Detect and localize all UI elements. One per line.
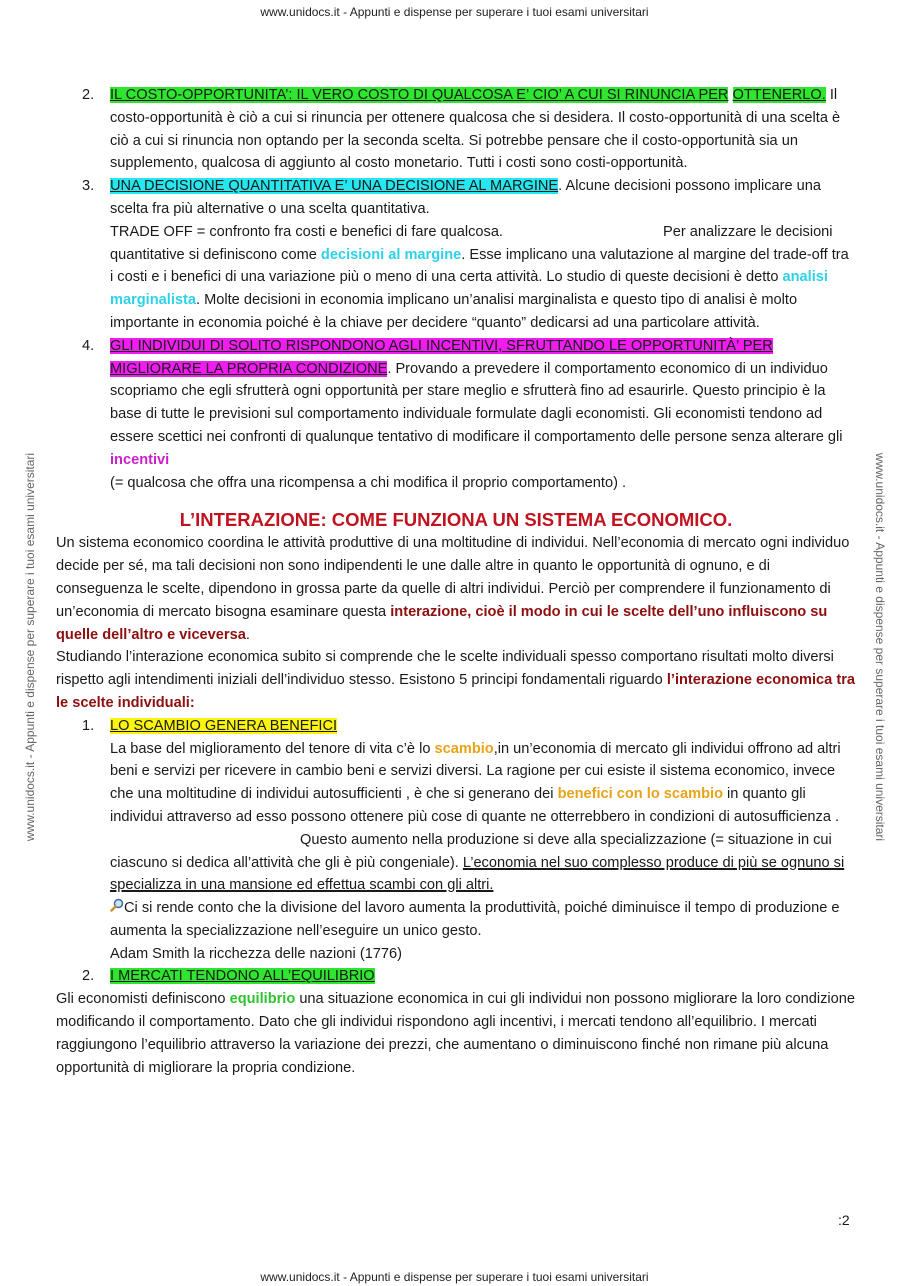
watermark-left: www.unidocs.it - Appunti e dispense per superare i tuoi esami universitari: [23, 452, 37, 842]
watermark-bottom: www.unidocs.it - Appunti e dispense per superare i tuoi esami universitari: [260, 1270, 649, 1284]
list-number: 2.: [82, 87, 95, 103]
term-decisioni-margine: decisioni al margine: [320, 246, 462, 263]
bold-interazione-economica: l’interazione economica tra le scelte individuali:: [56, 672, 855, 711]
page-content: [56, 84, 856, 1079]
paragraph-text: una situazione economica in cui gli individui non possono migliorare la loro condizione modificando il comportamento. Dato che gli individui rispondono agli incentivi, i mercati tendono all’equilibrio. I mercati raggiungono l’equilibrio attraverso la variazione dei prezzi, che aumentano o diminuiscono finché non rimane più alcuna opportunità di migliorare la propria condizione.: [56, 991, 856, 1076]
watermark-right: www.unidocs.it - Appunti e dispense per superare i tuoi esami universitari: [873, 452, 887, 842]
term-benefici-scambio: benefici con lo scambio: [557, 786, 723, 803]
section-paragraph-2: [56, 646, 856, 714]
body-text: (= qualcosa che offra una ricompensa a chi modifica il proprio comportamento) .: [110, 474, 627, 491]
body-text: La base del miglioramento del tenore di vita c’è lo: [110, 740, 435, 757]
heading-incentives: GLI INDIVIDUI DI SOLITO RISPONDONO AGLI INCENTIVI, SFRUTTANDO LE OPPORTUNITÀ’ PER MIGLIORARE LA PROPRIA CONDIZIONE: [110, 337, 773, 377]
body-text: Per analizzare le decisioni quantitative si definiscono come: [110, 223, 833, 263]
list-item-cost-opportunity: [56, 84, 856, 175]
heading-cost-opportunity: IL COSTO-OPPORTUNITA’: IL VERO COSTO DI QUALCOSA E’ CIO’ A CUI SI RINUNCIA PER: [110, 87, 729, 103]
paragraph-text: Un sistema economico coordina le attività produttive di una moltitudine di individui. Nell’economia di mercato ogni individuo decide per sé, ma tali decisioni non sono indipendenti le une dalle altre in quanto le opportunità di ognuno, e di conseguenza le scelte, dipendono in grossa parte da quelle di altri individui. Perciò per comprendere il funzionamento di un’economia di mercato bisogna esaminare questa: [56, 535, 850, 620]
section-title: L’INTERAZIONE: COME FUNZIONA UN SISTEMA ECONOMICO.: [179, 509, 733, 531]
list-item-exchange: [56, 715, 856, 966]
magnifier-icon: [110, 897, 124, 911]
body-text: . Molte decisioni in economia implicano un’analisi marginalista e questo tipo di analisi è molto importante in economia poiché è la chiave per decidere “quanto” dedicarsi ad una particolare attività.: [110, 292, 798, 331]
list-number: 1.: [82, 717, 95, 734]
closing-paragraph: [56, 988, 856, 1079]
paragraph-text: Studiando l’interazione economica subito si comprende che le scelte individuali spesso comportano risultati molto diversi rispetto agli intendimenti iniziali dell’individuo stesso. Esistono 5 principi fondamentali riguardo: [56, 649, 834, 689]
paragraph-text: .: [245, 626, 250, 643]
list-item-equilibrium: [56, 965, 856, 988]
body-text: TRADE OFF = confronto fra costi e benefici di fare qualcosa.: [110, 223, 503, 240]
list-number: 4.: [82, 337, 95, 354]
body-text: ,in un’economia di mercato gli individui offrono ad altri beni e servizi per ricevere in cambio beni e servizi diversi. La ragione per cui esiste il sistema economico, invece che una moltitudine di individui autosufficienti , è che si generano dei: [110, 740, 841, 803]
page-number: :2: [838, 1212, 850, 1228]
body-text: . Provando a prevedere il comportamento economico di un individuo scopriamo che egli sfrutterà ogni opportunità per stare meglio e sfrutterà fino ad esaurirle. Questo principio è la base di tutte le previsioni sul comportamento individuale formulate dagli economisti. Gli economisti tendono ad essere scettici nei confronti di qualunque tentativo di modificare il comportamento delle persone senza alterare gli: [110, 360, 843, 445]
list-item-margin: [56, 175, 856, 335]
bold-interazione: interazione, cioè il modo in cui le scelte dell’uno influiscono su quelle dell’altro e viceversa: [56, 603, 828, 643]
list-item-incentives: [56, 335, 856, 495]
body-text: Il costo-opportunità è ciò a cui si rinuncia per ottenere qualcosa che si desidera. Il costo-opportunità di una scelta è ciò a cui si rinuncia non optando per la seconda scelta. Si potrebbe pensare che il costo-opportunità sia un supplemento, qualcosa di aggiunto al costo monetario. Tutti i costi sono costi-opportunità.: [110, 87, 841, 172]
body-text: in quanto gli individui attraverso ad esso possono ottenere più cose di quante ne otterrebbero in condizioni di autosufficienza .: [110, 786, 840, 825]
list-number: 2.: [82, 968, 95, 985]
citation-text: Adam Smith la ricchezza delle nazioni (1776): [110, 945, 403, 962]
note-text: Ci si rende conto che la divisione del lavoro aumenta la produttività, poiché diminuisce il tempo di produzione e aumenta la specializzazione nell’eseguire un unico gesto.: [110, 900, 840, 939]
paragraph-text: Gli economisti definiscono: [56, 991, 230, 1008]
body-text: . Alcune decisioni possono implicare una scelta fra più alternative o una scelta quantitativa.: [110, 178, 822, 217]
list-number: 3.: [82, 178, 95, 195]
section-paragraph: [56, 532, 856, 646]
body-text: Questo aumento nella produzione si deve alla specializzazione (= situazione in cui ciascuno si dedica all’attività che gli è più congeniale).: [110, 831, 832, 871]
heading-equilibrium: I MERCATI TENDONO ALL’EQUILIBRIO: [110, 968, 375, 985]
term-scambio: scambio: [434, 740, 494, 757]
underlined-statement: L’economia nel suo complesso produce di più se ognuno si specializza in una mansione ed effettua scambi con gli altri.: [110, 854, 845, 894]
term-incentivi: incentivi: [110, 451, 170, 468]
principles-list-b: [56, 715, 856, 989]
heading-exchange: LO SCAMBIO GENERA BENEFICI: [110, 717, 338, 734]
term-analisi-marginalista: analisi marginalista: [110, 269, 828, 309]
heading-margin: UNA DECISIONE QUANTITATIVA E’ UNA DECISIONE AL MARGINE: [110, 178, 559, 195]
watermark-top: www.unidocs.it - Appunti e dispense per superare i tuoi esami universitari: [260, 5, 649, 19]
heading-cost-opportunity-end: OTTENERLO.: [732, 87, 826, 103]
principles-list-a: [56, 84, 856, 494]
term-equilibrio: equilibrio: [229, 991, 296, 1008]
body-text: . Esse implicano una valutazione al margine del trade-off tra i costi e i benefici di una variazione più o meno di una certa attività. Lo studio di queste decisioni è detto: [110, 246, 849, 286]
